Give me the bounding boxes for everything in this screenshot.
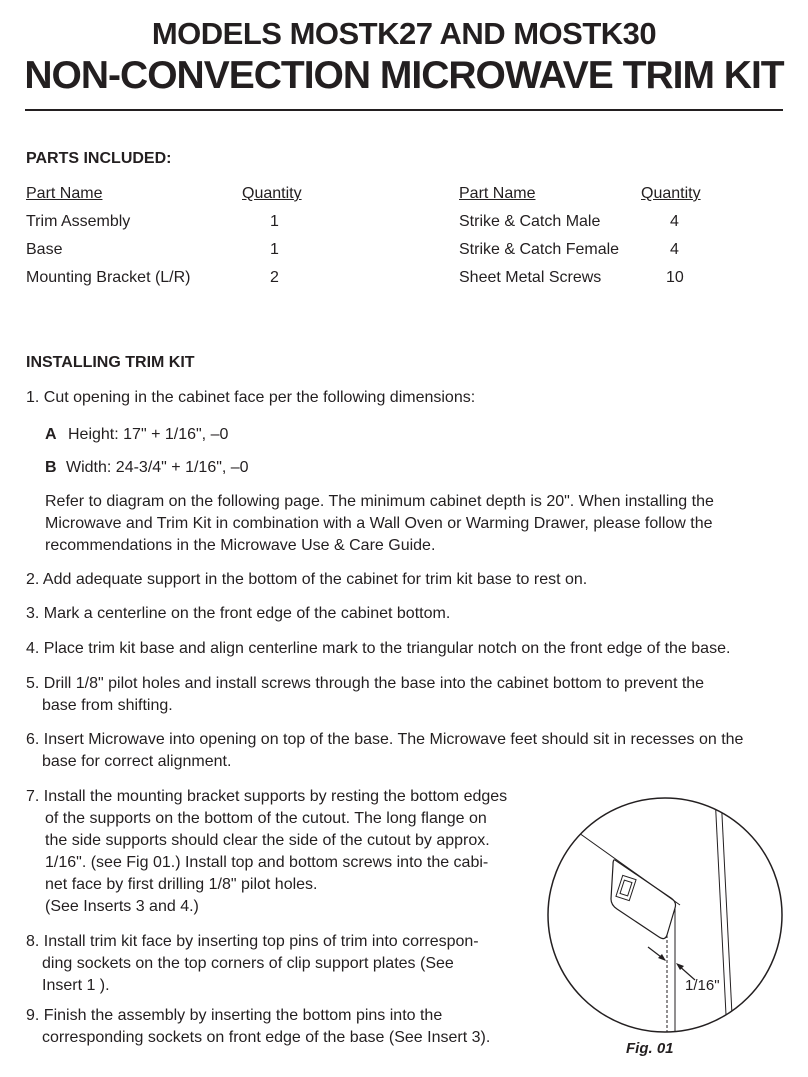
dimension-a-letter: A xyxy=(45,426,57,443)
part-qty: 4 xyxy=(670,213,679,230)
part-name: Strike & Catch Female xyxy=(459,241,620,258)
step-4: 4. Place trim kit base and align centerline mark to the triangular notch on the front edge of the base. xyxy=(26,640,731,657)
step-7-cont: the side supports should clear the side of the cutout by approx. xyxy=(45,832,490,849)
step-7-cont: of the supports on the bottom of the cutout. The long flange on xyxy=(45,810,487,827)
step-5: 5. Drill 1/8" pilot holes and install screws through the base into the cabinet bottom to prevent the xyxy=(26,675,705,692)
refer-line: Refer to diagram on the following page. The minimum cabinet depth is 20". When installing the xyxy=(45,493,714,510)
step-1: 1. Cut opening in the cabinet face per the following dimensions: xyxy=(26,389,476,406)
col-header-quantity-left: Quantity xyxy=(242,185,302,202)
step-9-cont: corresponding sockets on front edge of the base (See Insert 3). xyxy=(42,1029,491,1046)
cabinet-edge-line xyxy=(721,795,733,1035)
step-8-cont: ding sockets on the top corners of clip support plates (See xyxy=(42,955,454,972)
step-8-cont: Insert 1 ). xyxy=(42,977,110,994)
part-name: Base xyxy=(26,241,63,258)
parts-heading: PARTS INCLUDED: xyxy=(26,150,172,167)
step-9: 9. Finish the assembly by inserting the bottom pins into the xyxy=(26,1007,443,1024)
catch-slot-inner xyxy=(620,880,632,896)
refer-line: Microwave and Trim Kit in combination with a Wall Oven or Warming Drawer, please follow the xyxy=(45,515,713,532)
part-name: Sheet Metal Screws xyxy=(459,269,602,286)
step-7: 7. Install the mounting bracket supports by resting the bottom edges xyxy=(26,788,508,805)
part-name: Strike & Catch Male xyxy=(459,213,601,230)
dimension-label: 1/16" xyxy=(685,977,720,994)
part-qty: 2 xyxy=(270,269,279,286)
part-qty: 1 xyxy=(270,213,279,230)
col-header-part-name-right: Part Name xyxy=(459,185,536,202)
page-title: NON-CONVECTION MICROWAVE TRIM KIT xyxy=(24,54,784,97)
dimension-b-letter: B xyxy=(45,459,57,476)
install-heading: INSTALLING TRIM KIT xyxy=(26,354,195,371)
step-7-cont: net face by first drilling 1/8" pilot holes. xyxy=(45,876,318,893)
part-name: Mounting Bracket (L/R) xyxy=(26,269,191,286)
dimension-b-text: Width: 24-3/4" + 1/16", –0 xyxy=(66,459,249,476)
step-7-cont: 1/16". (see Fig 01.) Install top and bottom screws into the cabi- xyxy=(45,854,489,871)
part-name: Trim Assembly xyxy=(26,213,131,230)
bracket-plate xyxy=(611,860,676,939)
step-6-cont: base for correct alignment. xyxy=(42,753,232,770)
part-qty: 4 xyxy=(670,241,679,258)
title-divider xyxy=(25,109,783,111)
step-2: 2. Add adequate support in the bottom of the cabinet for trim kit base to rest on. xyxy=(26,571,588,588)
step-5-cont: base from shifting. xyxy=(42,697,173,714)
part-qty: 1 xyxy=(270,241,279,258)
fig-01-diagram xyxy=(545,795,785,1035)
col-header-part-name-left: Part Name xyxy=(26,185,103,202)
models-heading: MODELS MOSTK27 AND MOSTK30 xyxy=(151,16,657,51)
cabinet-edge-line xyxy=(715,795,727,1035)
part-qty: 10 xyxy=(666,269,684,286)
dimension-a-text: Height: 17" + 1/16", –0 xyxy=(68,426,229,443)
step-8: 8. Install trim kit face by inserting top pins of trim into correspon- xyxy=(26,933,479,950)
refer-line: recommendations in the Microwave Use & Care Guide. xyxy=(45,537,436,554)
step-3: 3. Mark a centerline on the front edge of the cabinet bottom. xyxy=(26,605,451,622)
fig-01-circle-outline xyxy=(548,798,782,1032)
col-header-quantity-right: Quantity xyxy=(641,185,701,202)
step-7-cont: (See Inserts 3 and 4.) xyxy=(45,898,199,915)
catch-slot xyxy=(616,875,636,900)
figure-caption: Fig. 01 xyxy=(626,1040,674,1057)
step-6: 6. Insert Microwave into opening on top of the base. The Microwave feet should sit in recesses on the xyxy=(26,731,744,748)
